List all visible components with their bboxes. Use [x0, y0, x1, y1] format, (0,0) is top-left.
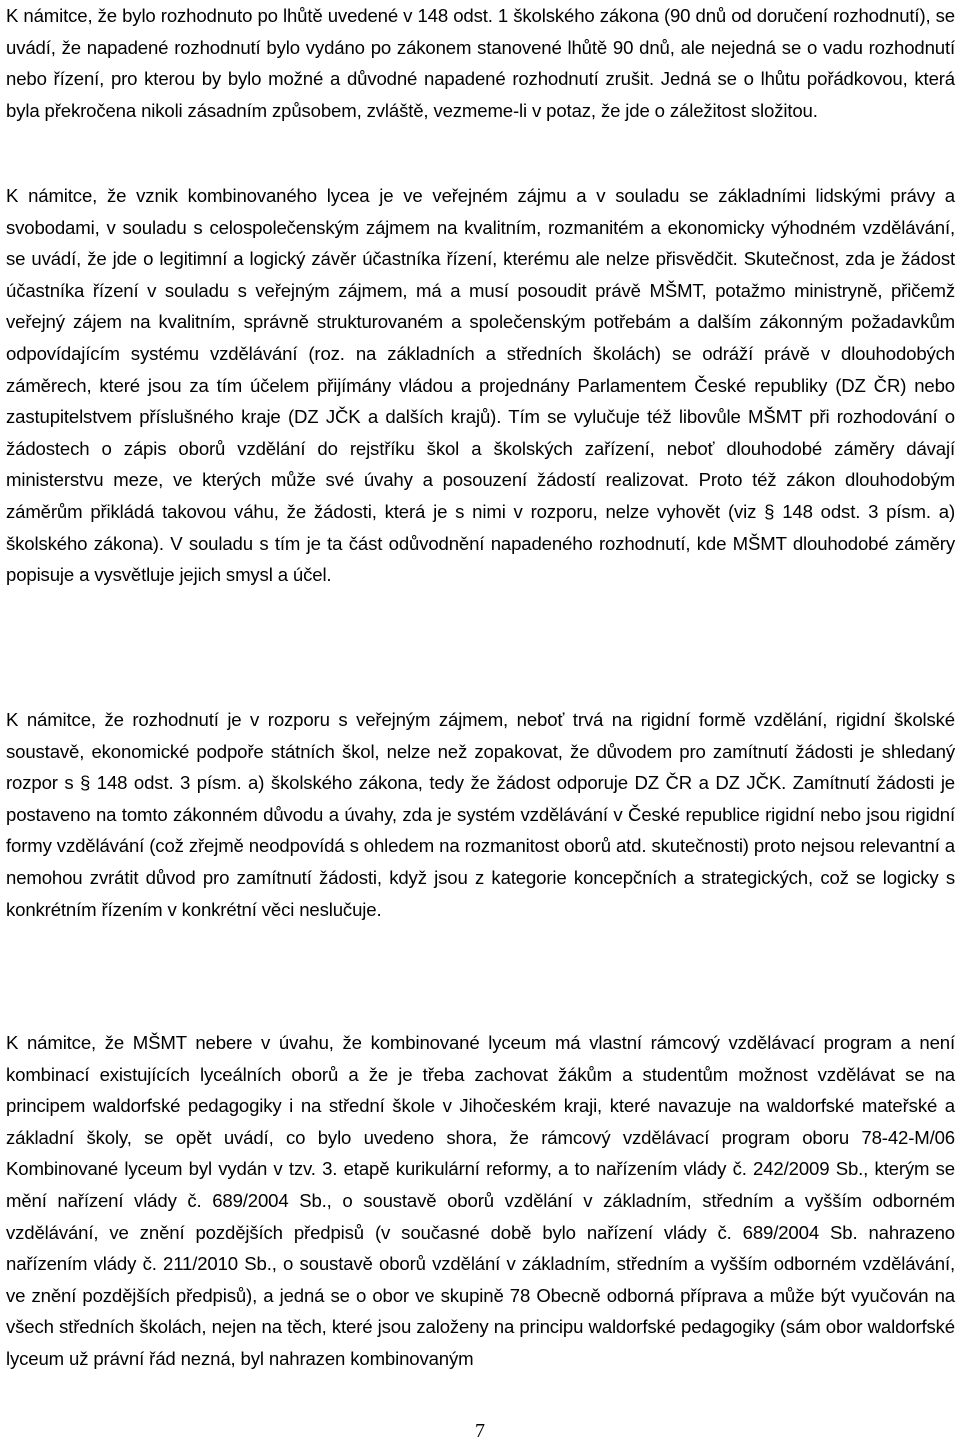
paragraph-deadline-objection: K námitce, že bylo rozhodnuto po lhůtě uvedené v 148 odst. 1 školského zákona (90 dnů od doručení rozhodnutí), se uvádí, že napadené rozhodnutí bylo vydáno po zákonem stanovené lhůtě 90 dnů, ale nejedná se o vadu rozhodnutí nebo řízení, pro kterou by bylo možné a důvodné napadené rozhodnutí zrušit. Jedná se o lhůtu pořádkovou, která byla překročena nikoli zásadním způsobem, zvláště, vezmeme-li v potaz, že jde o záležitost složitou. — [6, 5, 955, 121]
paragraph-curriculum-objection: K námitce, že MŠMT nebere v úvahu, že kombinované lyceum má vlastní rámcový vzdělávací program a není kombinací existujících lyceálních oborů a že je třeba zachovat žákům a studentům možnost vzdělávat se na principem waldorfské pedagogiky i na střední škole v Jihočeském kraji, které navazuje na waldorfské mateřské a základní školy, se opět uvádí, co bylo uvedeno shora, že rámcový vzdělávací program oboru 78-42-M/06 Kombinované lyceum byl vydán v tzv. 3. etapě kurikulární reformy, a to nařízením vlády č. 242/2009 Sb., kterým se mění nařízení vlády č. 689/2004 Sb., o soustavě oborů vzdělání v základním, středním a vyšším odborném vzdělávání, ve znění pozdějších předpisů (v současné době bylo nařízení vlády č. 689/2004 Sb. nahrazeno nařízením vlády č. 211/2010 Sb., o soustavě oborů vzdělání v základním, středním a vyšším odborném vzdělávání, ve znění pozdějších předpisů), a jedná se o obor ve skupině 78 Obecně odborná příprava a může být vyučován na všech středních školách, nejen na těch, které jsou založeny na principu waldorfské pedagogiky (sám obor waldorfské lyceum už právní řád nezná, byl nahrazen kombinovaným — [6, 1032, 955, 1369]
paragraph-public-interest-objection: K námitce, že vznik kombinovaného lycea je ve veřejném zájmu a v souladu se základními lidskými právy a svobodami, v souladu s celospolečenským zájmem na kvalitním, rozmanitém a ekonomicky výhodném vzdělávání, se uvádí, že jde o legitimní a logický závěr účastníka řízení, kterému ale nelze přisvědčit. Skutečnost, zda je žádost účastníka řízení v souladu s veřejným zájmem, má a musí posoudit právě MŠMT, potažmo ministryně, přičemž veřejný zájem na kvalitním, správně strukturovaném a společenským potřebám a dalším zákonným požadavkům odpovídajícím systému vzdělávání (roz. na základních a středních školách) se odráží právě v dlouhodobých záměrech, které jsou za tím účelem přijímány vládou a projednány Parlamentem České republiky (DZ ČR) nebo zastupitelstvem příslušného kraje (DZ JČK a dalších krajů). Tím se vylučuje též libovůle MŠMT při rozhodování o žádostech o zápis oborů vzdělání do rejstříku škol a školských zařízení, neboť dlouhodobé záměry dávají ministerstvu meze, ve kterých může své úvahy a posouzení žádostí realizovat. Proto též zákon dlouhodobým záměrům přikládá takovou váhu, že žádosti, která je s nimi v rozporu, nelze vyhovět (viz § 148 odst. 3 písm. a) školského zákona). V souladu s tím je ta část odůvodnění napadeného rozhodnutí, kde MŠMT dlouhodobé záměry popisuje a vysvětluje jejich smysl a účel. — [6, 185, 955, 586]
paragraph-rigid-education-objection: K námitce, že rozhodnutí je v rozporu s veřejným zájmem, neboť trvá na rigidní formě vzdělání, rigidní školské soustavě, ekonomické podpoře státních škol, nelze než zopakovat, že důvodem pro zamítnutí žádosti je shledaný rozpor s § 148 odst. 3 písm. a) školského zákona, tedy že žádost odporuje DZ ČR a DZ JČK. Zamítnutí žádosti je postaveno na tomto zákonném důvodu a úvahy, zda je systém vzdělávání v České republice rigidní nebo jsou rigidní formy vzdělávání (což zřejmě neodpovídá s ohledem na rozmanitost oborů atd. skutečnosti) proto nejsou relevantní a nemohou zvrátit důvod pro zamítnutí žádosti, když jsou z kategorie koncepčních a strategických, což se logicky s konkrétním řízením v konkrétní věci neslučuje. — [6, 709, 955, 920]
page-number: 7 — [475, 1420, 485, 1442]
